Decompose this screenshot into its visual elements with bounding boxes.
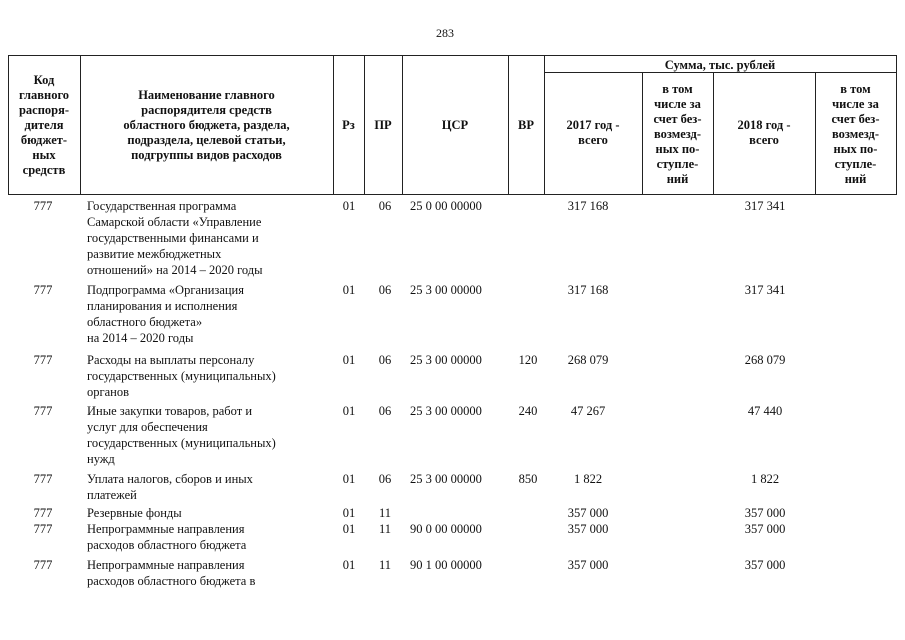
- header-code-line: главного: [18, 87, 70, 102]
- row-sum-2018: 317 341: [744, 199, 786, 213]
- row-sum-2017: 317 168: [567, 283, 609, 297]
- header-2017-total-line: 2017 год -: [566, 118, 620, 132]
- header-code-line: ных: [32, 147, 56, 162]
- header-2017-total-line: всего: [578, 133, 608, 147]
- header-2017-free-line: числе за: [654, 96, 701, 111]
- row-sum-2017: 47 267: [570, 404, 606, 418]
- header-2017-free-line: счет без-: [653, 111, 702, 126]
- row-sum-2018: 1 822: [750, 472, 780, 486]
- row-sum-2017: 357 000: [567, 558, 609, 572]
- row-pr: 06: [378, 353, 392, 367]
- header-2018-total: [713, 72, 815, 194]
- row-name-line: Непрограммные направления: [87, 522, 245, 536]
- row-name-line: органов: [87, 385, 130, 399]
- row-name: [87, 198, 337, 278]
- row-pr: 11: [378, 506, 392, 520]
- row-rz: 01: [342, 404, 356, 418]
- row-name-line: Непрограммные направления: [87, 558, 245, 572]
- row-code: 777: [33, 199, 53, 213]
- header-2018-free: [815, 74, 896, 194]
- row-code: 777: [33, 472, 53, 486]
- header-code-line: Код: [33, 72, 55, 87]
- row-sum-2017: 268 079: [567, 353, 609, 367]
- header-2018-free-line: числе за: [832, 96, 879, 111]
- row-code: 777: [33, 283, 53, 297]
- row-name: [87, 557, 337, 589]
- header-2018-free-line: ных по-: [833, 141, 878, 156]
- row-vr: 850: [518, 472, 538, 486]
- header-code-line: бюджет-: [20, 132, 68, 147]
- row-name-line: платежей: [87, 488, 137, 502]
- row-name-line: Резервные фонды: [87, 506, 182, 520]
- row-name: [87, 282, 337, 346]
- row-csr: 90 1 00 00000: [410, 558, 482, 572]
- row-csr: 25 3 00 00000: [410, 472, 482, 486]
- page-number: 283: [436, 26, 454, 40]
- header-code: [8, 62, 80, 188]
- row-name-line: Уплата налогов, сборов и иных: [87, 472, 253, 486]
- header-2018-total-line: всего: [749, 133, 779, 147]
- header-2018-total-line: 2018 год -: [737, 118, 791, 132]
- header-rz: Рз: [342, 117, 355, 132]
- row-sum-2017: 1 822: [573, 472, 603, 486]
- header-name: [80, 62, 333, 188]
- header-name-line: областного бюджета, раздела,: [123, 117, 290, 132]
- header-2017-free-line: возмезд-: [653, 126, 702, 141]
- row-name-line: Самарской области «Управление: [87, 215, 262, 229]
- row-name-line: государственных (муниципальных): [87, 369, 276, 383]
- header-code-line: распоря-: [18, 102, 70, 117]
- row-csr: 25 3 00 00000: [410, 404, 482, 418]
- row-name-line: планирования и исполнения: [87, 299, 238, 313]
- header-pr: ПР: [374, 117, 392, 132]
- row-pr: 11: [378, 522, 392, 536]
- row-code: 777: [33, 558, 53, 572]
- row-rz: 01: [342, 353, 356, 367]
- row-sum-2017: 357 000: [567, 506, 609, 520]
- header-2018-total-text: [738, 118, 791, 148]
- row-sum-2018: 357 000: [744, 506, 786, 520]
- header-2018-free-line: в том: [840, 81, 871, 96]
- header-2017-total: [544, 72, 642, 194]
- row-sum-2017: 357 000: [567, 522, 609, 536]
- header-2017-free-line: в том: [662, 81, 693, 96]
- header-2017-free-line: ступле-: [656, 156, 699, 171]
- header-2017-free: [642, 74, 713, 194]
- row-vr: 120: [518, 353, 538, 367]
- header-name-line: Наименование главного: [138, 87, 275, 102]
- row-code: 777: [33, 506, 53, 520]
- row-name-line: на 2014 – 2020 годы: [87, 331, 194, 345]
- header-name-line: подгруппы видов расходов: [131, 147, 282, 162]
- header-csr: ЦСР: [441, 117, 469, 132]
- row-vr: 240: [518, 404, 538, 418]
- row-rz: 01: [342, 283, 356, 297]
- row-name-line: Подпрограмма «Организация: [87, 283, 244, 297]
- row-rz: 01: [342, 199, 356, 213]
- header-sum-title: Сумма, тыс. рублей: [664, 58, 776, 72]
- row-sum-2018: 317 341: [744, 283, 786, 297]
- row-name-line: развитие межбюджетных: [87, 247, 222, 261]
- row-name-line: отношений» на 2014 – 2020 годы: [87, 263, 263, 277]
- header-col-border: [896, 55, 897, 195]
- header-2017-free-line: ных по-: [655, 141, 700, 156]
- row-name: [87, 471, 337, 503]
- header-name-text: [123, 88, 289, 163]
- row-sum-2018: 357 000: [744, 522, 786, 536]
- header-2018-free-line: ступле-: [834, 156, 877, 171]
- row-name: [87, 505, 337, 521]
- header-2017-free-line: ний: [666, 171, 689, 186]
- row-code: 777: [33, 522, 53, 536]
- row-pr: 06: [378, 199, 392, 213]
- header-2017-total-text: [567, 118, 620, 148]
- row-name: [87, 403, 337, 467]
- header-vr: ВР: [518, 117, 534, 132]
- header-2018-free-text: [832, 82, 880, 187]
- row-name-line: услуг для обеспечения: [87, 420, 208, 434]
- header-2017-free-text: [654, 82, 702, 187]
- row-name-line: расходов областного бюджета в: [87, 574, 256, 588]
- row-rz: 01: [342, 522, 356, 536]
- row-sum-2018: 268 079: [744, 353, 786, 367]
- row-pr: 06: [378, 404, 392, 418]
- row-name-line: нужд: [87, 452, 115, 466]
- row-rz: 01: [342, 472, 356, 486]
- row-name-line: расходов областного бюджета: [87, 538, 247, 552]
- row-name-line: Иные закупки товаров, работ и: [87, 404, 253, 418]
- row-pr: 06: [378, 472, 392, 486]
- row-sum-2018: 47 440: [747, 404, 783, 418]
- row-name-line: государственных (муниципальных): [87, 436, 276, 450]
- row-csr: 25 3 00 00000: [410, 283, 482, 297]
- row-name: [87, 521, 337, 553]
- row-csr: 25 3 00 00000: [410, 353, 482, 367]
- row-code: 777: [33, 353, 53, 367]
- row-pr: 06: [378, 283, 392, 297]
- header-code-line: средств: [22, 162, 66, 177]
- header-name-line: распорядителя средств: [141, 102, 272, 117]
- header-code-line: дителя: [24, 117, 64, 132]
- row-code: 777: [33, 404, 53, 418]
- header-2018-free-line: счет без-: [831, 111, 880, 126]
- row-csr: 25 0 00 00000: [410, 199, 482, 213]
- row-name-line: Государственная программа: [87, 199, 237, 213]
- header-2018-free-line: ний: [844, 171, 867, 186]
- row-pr: 11: [378, 558, 392, 572]
- header-code-text: [19, 73, 69, 178]
- row-name: [87, 352, 337, 400]
- row-name-line: областного бюджета»: [87, 315, 203, 329]
- row-sum-2017: 317 168: [567, 199, 609, 213]
- header-2018-free-line: возмезд-: [831, 126, 880, 141]
- row-sum-2018: 357 000: [744, 558, 786, 572]
- row-rz: 01: [342, 558, 356, 572]
- header-name-line: подраздела, целевой статьи,: [127, 132, 286, 147]
- row-name-line: Расходы на выплаты персоналу: [87, 353, 255, 367]
- row-csr: 90 0 00 00000: [410, 522, 482, 536]
- row-name-line: государственными финансами и: [87, 231, 259, 245]
- row-rz: 01: [342, 506, 356, 520]
